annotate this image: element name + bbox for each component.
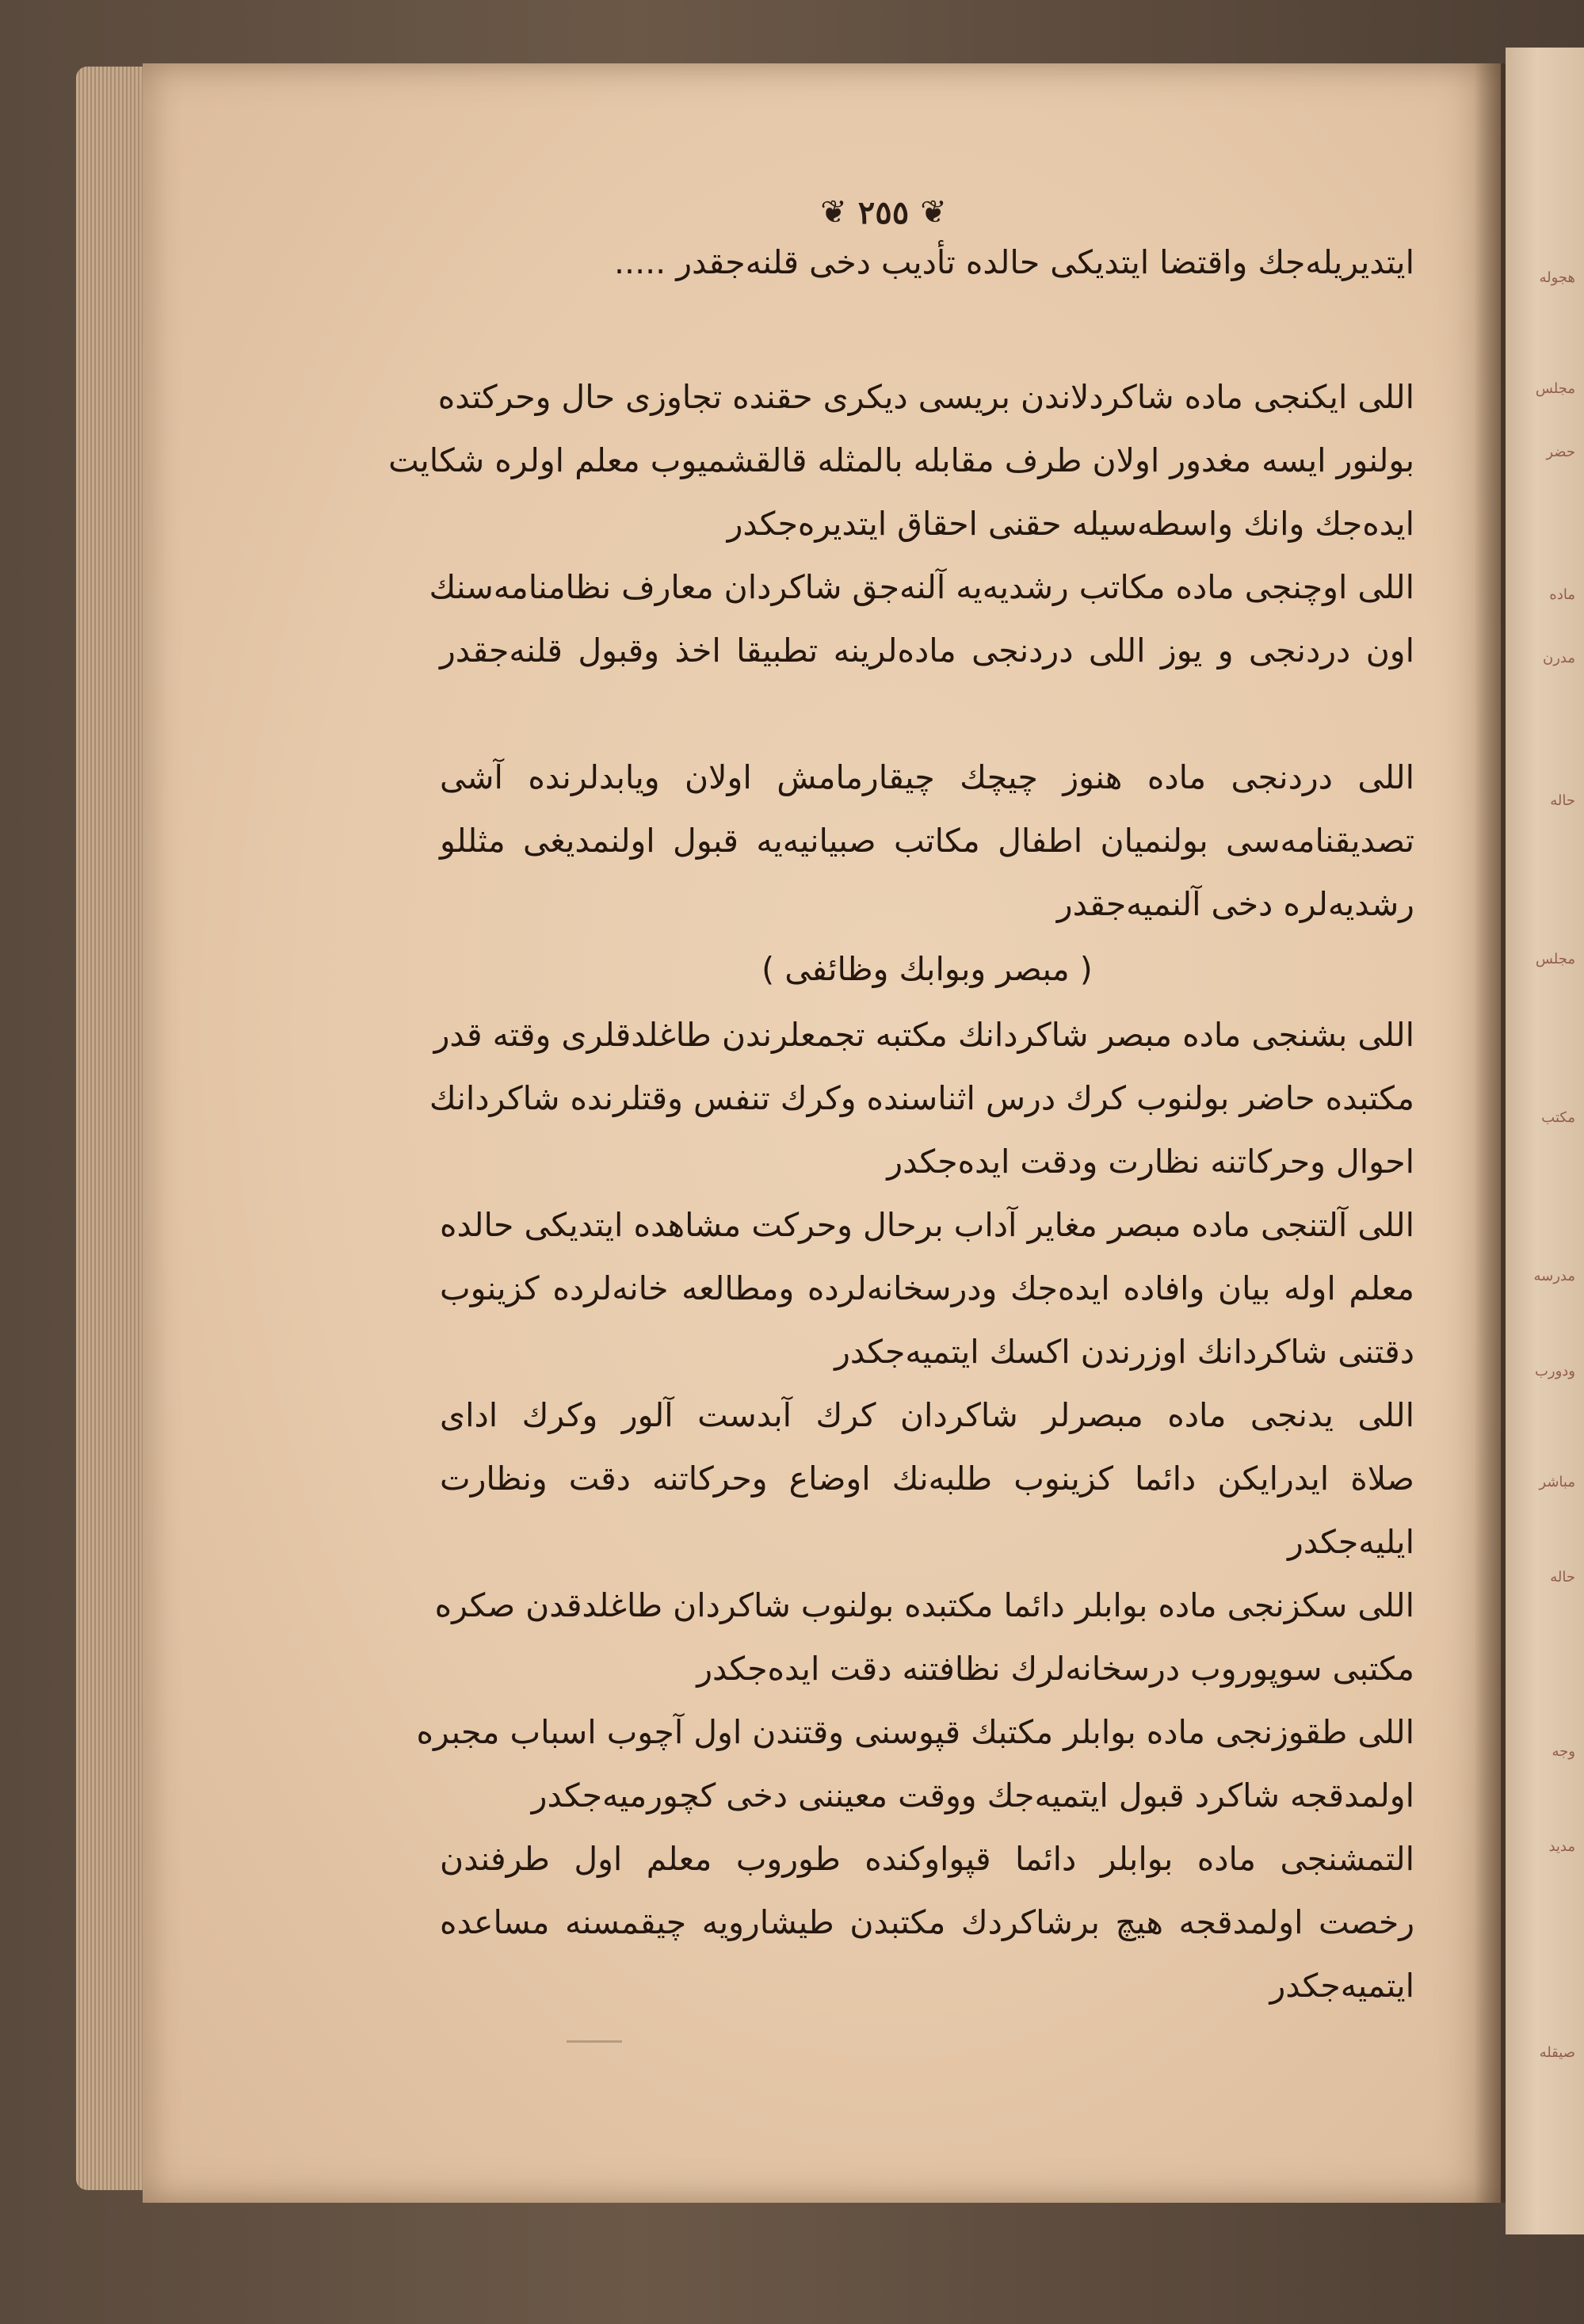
facing-page-margin-notes: [1515, 238, 1578, 2139]
margin-note: مكتب: [1541, 1109, 1575, 1126]
text-line: تصدیقنامه‌سی بولنمیان اطفال مكاتب صبیانیه‌یه قبول اولنمدیغی مثللو: [440, 822, 1414, 860]
text-line: اولمدقجه شاكرد قبول ایتمیه‌جك ووقت معیننی دخی كچورمیه‌جكدر: [531, 1776, 1414, 1815]
section-heading: ( مبصر وبوابك وظائفی ): [761, 950, 1093, 988]
article-56-line: اللی آلتنجی ماده مبصر مغایر آداب برحال وحركت مشاهده ایتدیكی حالده: [440, 1206, 1414, 1244]
print-mark: [567, 2040, 622, 2043]
text-line: رخصت اولمدقجه هیچ برشاكردك مكتبدن طیشارویه چیقمسنه مساعده: [440, 1903, 1414, 1941]
ornament-icon: ❦: [820, 194, 847, 231]
text-line: دقتنی شاكردانك اوزرندن اكسك ایتمیه‌جكدر: [834, 1333, 1414, 1371]
page-edges: [76, 67, 152, 2190]
margin-note: حضر: [1546, 444, 1575, 460]
ornament-icon: ❦: [920, 194, 947, 231]
text-line: مكتبده حاضر بولنوب كرك درس اثناسنده وكرك تنفس وقتلرنده شاكردانك: [429, 1079, 1414, 1117]
text-line: صلاة ایدرایكن دائما كزینوب طلبه‌نك اوضاع وحركاتنه دقت ونظارت: [440, 1460, 1414, 1498]
text-line: احوال وحركاتنه نظارت ودقت ایده‌جكدر: [887, 1143, 1414, 1181]
article-53-line: اللی اوچنجی ماده مكاتب رشدیه‌یه آلنه‌جق شاكردان معارف نظامنامه‌سنك: [429, 568, 1414, 606]
article-60-line: التمشنجی ماده بوابلر دائما قپواوكنده طوروب معلم اول طرفندن: [440, 1840, 1414, 1878]
blank-line: [440, 287, 1414, 336]
article-52-line: اللی ایكنجی ماده شاكردلاندن بریسی دیكری حقنده تجاوزی حال وحركتده: [437, 378, 1414, 416]
margin-note: هجوله: [1539, 269, 1575, 286]
margin-note: مجلس: [1535, 951, 1575, 967]
book-gutter: [1474, 63, 1506, 2203]
text-line: ایتمیه‌جكدر: [1269, 1967, 1414, 2005]
margin-note: مدید: [1548, 1838, 1575, 1855]
article-55-line: اللی بشنجی ماده مبصر شاكردانك مكتبه تجمعلرندن طاغلدقلری وقته قدر: [433, 1016, 1414, 1054]
article-59-line: اللی طقوزنجی ماده بوابلر مكتبك قپوسنی وقتندن اول آچوب اسباب مجبره: [416, 1713, 1414, 1751]
margin-note: مدرن: [1542, 650, 1575, 666]
article-54-line: اللی دردنجی ماده هنوز چیچك چیقارمامش اولان ویابدلرنده آشی: [440, 758, 1414, 796]
margin-note: مدرسه: [1533, 1268, 1575, 1284]
margin-note: حاله: [1550, 1569, 1575, 1586]
margin-note: صیقله: [1539, 2044, 1575, 2061]
text-line: ایلیه‌جكدر: [1287, 1523, 1414, 1561]
margin-note: مباشر: [1539, 1474, 1575, 1490]
text-line: رشدیه‌لره دخی آلنمیه‌جقدر: [1056, 885, 1414, 923]
blank-line: [440, 689, 1414, 738]
margin-note: ماده: [1549, 586, 1575, 603]
margin-note: مجلس: [1535, 380, 1575, 397]
page-number: ٢٥٥: [857, 193, 910, 231]
text-line: ایتدیریله‌جك واقتضا ایتدیكی حالده تأدیب دخی قلنه‌جقدر .....: [614, 243, 1414, 281]
margin-note: حاله: [1550, 792, 1575, 809]
article-58-line: اللی سكزنجی ماده بوابلر دائما مكتبده بولنوب شاكردان طاغلدقدن صكره: [434, 1586, 1414, 1624]
margin-note: وجه: [1552, 1743, 1575, 1760]
page-header: [777, 189, 990, 236]
text-line: ایده‌جك وانك واسطه‌سیله حقنی احقاق ایتدیره‌جكدر: [727, 505, 1414, 543]
text-line: مكتبی سوپوروب درسخانه‌لرك نظافتنه دقت ایده‌جكدر: [697, 1650, 1414, 1688]
margin-note: ودورب: [1534, 1363, 1575, 1380]
text-line: معلم اوله بیان وافاده ایده‌جك ودرسخانه‌لرده ومطالعه خانه‌لرده كزینوب: [440, 1269, 1414, 1307]
text-line: بولنور ایسه مغدور اولان طرف مقابله بالمثله قالقشمیوب معلم اولره شكایت: [388, 441, 1414, 479]
text-line: اون دردنجی و یوز اللی دردنجی ماده‌لرینه تطبیقا اخذ وقبول قلنه‌جقدر: [440, 632, 1414, 670]
article-57-line: اللی یدنجی ماده مبصرلر شاكردان كرك آبدست آلور وكرك ادای: [440, 1396, 1414, 1434]
